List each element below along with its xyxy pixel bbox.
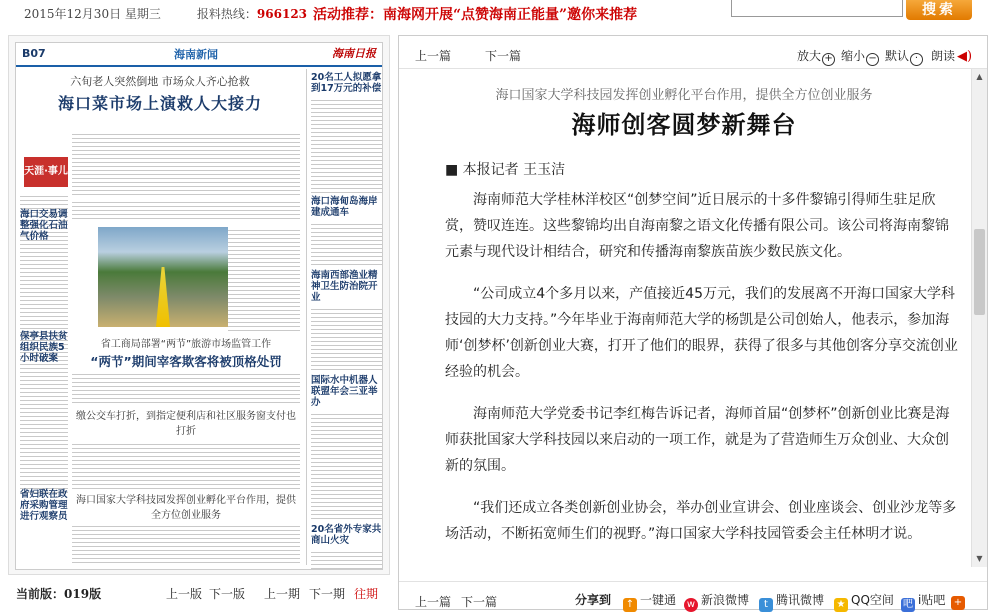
np-text-block — [311, 411, 383, 521]
np-kicker-3: 缴公交车打折，到指定便利店和社区服务窗支付也打折 — [76, 411, 296, 437]
np-side-box-2[interactable]: 海口海甸岛海岸建成通车 — [311, 196, 378, 218]
default-size-label: 默认 — [885, 49, 910, 63]
minus-icon: − — [866, 53, 879, 66]
zoom-in-label: 放大 — [797, 49, 822, 63]
np-text-block — [72, 131, 300, 195]
np-text-block — [72, 371, 300, 405]
np-headline-2: “两节”期间宰客欺客将被顶格处罚 — [90, 354, 282, 369]
share-item-label: 腾讯微博 — [776, 593, 825, 607]
article-author: ■ 本报记者 王玉洁 — [445, 162, 566, 178]
search-button[interactable]: 搜索 — [906, 0, 972, 20]
np-text-block — [228, 227, 300, 331]
np-side-box-1[interactable]: 20名工人拟愿拿到17万元的补偿 — [311, 72, 382, 94]
article-panel — [398, 35, 988, 610]
share-icon: ↑ — [623, 598, 637, 612]
share-item-label: QQ空间 — [851, 593, 894, 607]
share-label: 分享到 — [575, 593, 612, 607]
speaker-icon: ◀) — [957, 49, 973, 64]
plus-more-icon: + — [951, 596, 965, 610]
np-left-box-1[interactable]: 海口交易调整强化石油气价格 — [20, 209, 68, 242]
np-headline-1[interactable]: 海口菜市场上演救人大接力 — [57, 94, 262, 113]
tencent-weibo-icon: t — [759, 598, 773, 612]
prev-page-link[interactable]: 上一版 — [166, 587, 203, 601]
next-article-link-bottom[interactable]: 下一篇 — [461, 595, 498, 609]
newspaper-logo: 海南日报 — [332, 47, 376, 60]
np-text-block — [311, 221, 383, 267]
current-page-label: 当前版： — [16, 587, 65, 601]
article-paragraph: 海南师范大学党委书记李红梅告诉记者，海师首届“创梦杯”创新创业比赛是海师获批国家大学科技园以来启动的一项工作，就是为了营造师生万众创业、大众创新的氛围。 — [445, 406, 950, 474]
article-title: 海师创客圆梦新舞台 — [571, 110, 797, 139]
read-aloud-button[interactable] — [931, 47, 972, 64]
np-kicker-2: 省工商局部署“两节”旅游市场监管工作 — [100, 339, 272, 350]
np-text-block — [72, 441, 300, 489]
current-page-value: 019版 — [64, 587, 102, 601]
zoom-out-label: 缩小 — [841, 49, 866, 63]
zoom-in-button[interactable] — [797, 47, 835, 66]
np-photo-road — [98, 227, 228, 327]
np-side-box-5[interactable]: 20名省外专家共商山火灾 — [311, 524, 382, 546]
top-bar — [0, 0, 991, 28]
np-kicker-4: 海口国家大学科技园发挥创业孵化平台作用，提供全方位创业服务 — [76, 495, 296, 521]
scroll-up-arrow-icon[interactable]: ▲ — [972, 69, 987, 85]
article-paragraph: 海南师范大学桂林洋校区“创梦空间”近日展示的十多件黎锦引得师生驻足欣赏，赞叹连连。这些黎锦均出自海南黎之语文化传播有限公司。该公司将海南黎锦元素与现代设计相结合，研究和传播海南黎族苗族少数民族文化。 — [445, 192, 949, 260]
hotline-number: 966123 — [256, 7, 308, 21]
article-toolbar — [399, 36, 987, 69]
tieba-icon: 吧 — [903, 599, 913, 610]
prev-issue-link[interactable]: 上一期 — [264, 587, 301, 601]
scrollbar-thumb[interactable] — [974, 229, 985, 315]
zoom-out-button[interactable] — [841, 47, 879, 66]
newspaper-section: 海南新闻 — [174, 48, 218, 61]
np-story-2[interactable] — [72, 335, 300, 372]
article-paragraph: “公司成立4个多月以来，产值接近45万元，我们的发展离不开海口国家大学科技园的大力支持。”今年毕业于海南师范大学的杨凯是公司创始人，他表示，参加海师‘创梦杯’创新创业大赛，打开了他们的眼界，获得了很多与其他创客分享交流创业经验的机会。 — [445, 286, 958, 380]
hotline-label: 报料热线： — [196, 7, 257, 21]
np-side-box-3[interactable]: 海南西部渔业精神卫生防治院开业 — [311, 270, 378, 303]
search-input[interactable] — [731, 0, 903, 17]
current-page — [16, 585, 101, 602]
article-paragraph — [445, 563, 961, 567]
share-item-label: 一键通 — [640, 593, 677, 607]
article-content — [399, 69, 969, 567]
prev-article-link-bottom[interactable]: 上一篇 — [415, 595, 452, 609]
share-sina-weibo[interactable] — [684, 591, 749, 612]
np-text-block — [311, 549, 383, 570]
article-body — [445, 187, 961, 567]
share-bar — [399, 581, 987, 610]
np-text-block — [72, 199, 300, 219]
np-text-block — [311, 306, 383, 372]
plus-icon: + — [822, 53, 835, 66]
article-scrollbar[interactable] — [971, 69, 987, 567]
np-left-box-2[interactable]: 保亭县扶贫组织民族5小时破案 — [20, 331, 68, 364]
reset-icon: · — [910, 53, 923, 66]
share-item-label: 新浪微博 — [701, 593, 750, 607]
date-text: 2015年12月30日 星期三 — [24, 7, 161, 21]
share-tencent-weibo[interactable] — [759, 591, 824, 612]
np-left-box-3[interactable]: 省妇联在政府采购管理进行观察员 — [20, 489, 68, 522]
next-article-link[interactable]: 下一篇 — [485, 49, 522, 63]
date-and-hotline — [24, 5, 307, 22]
weibo-icon: w — [684, 598, 698, 612]
read-aloud-label: 朗读 — [931, 49, 956, 63]
share-tieba[interactable] — [901, 591, 945, 612]
newspaper-page-panel — [8, 35, 390, 575]
promo-link[interactable]: 活动推荐：南海网开展“点赞海南正能量”邀你来推荐 — [313, 7, 638, 23]
newspaper-page-image[interactable] — [15, 42, 383, 570]
prev-article-link[interactable]: 上一篇 — [415, 49, 452, 63]
article-subtitle: 海口国家大学科技园发挥创业孵化平台作用，提供全方位创业服务 — [495, 88, 873, 103]
newspaper-side-column — [306, 69, 383, 565]
scroll-down-arrow-icon[interactable]: ▼ — [972, 551, 987, 567]
next-page-link[interactable]: 下一版 — [209, 587, 246, 601]
past-issues-link[interactable]: 往期 — [354, 587, 379, 601]
newspaper-main-column — [20, 69, 300, 565]
article-paragraph: “我们还成立各类创新创业协会，举办创业宣讲会、创业座谈会、创业沙龙等多场活动，不断拓宽师生们的视野。”海口国家大学科技园管委会主任林明才说。 — [445, 500, 957, 542]
np-red-label: 天涯·事儿 — [24, 157, 68, 187]
next-issue-link[interactable]: 下一期 — [309, 587, 346, 601]
page-navigation — [16, 583, 388, 603]
default-size-button[interactable] — [885, 47, 923, 66]
newspaper-page-number: B07 — [22, 47, 46, 60]
np-text-block — [72, 523, 300, 563]
qzone-icon: ★ — [834, 598, 848, 612]
share-item-label: i贴吧 — [918, 593, 946, 607]
np-side-box-4[interactable]: 国际水中机器人联盟年会三亚举办 — [311, 375, 378, 408]
share-yijiantong[interactable] — [623, 591, 676, 612]
share-qzone[interactable] — [834, 591, 894, 612]
np-text-block — [311, 97, 383, 193]
share-more-button[interactable] — [951, 591, 968, 610]
newspaper-header — [16, 43, 382, 67]
np-kicker-1[interactable]: 六旬老人突然倒地 市场众人齐心抢救 — [70, 75, 250, 88]
